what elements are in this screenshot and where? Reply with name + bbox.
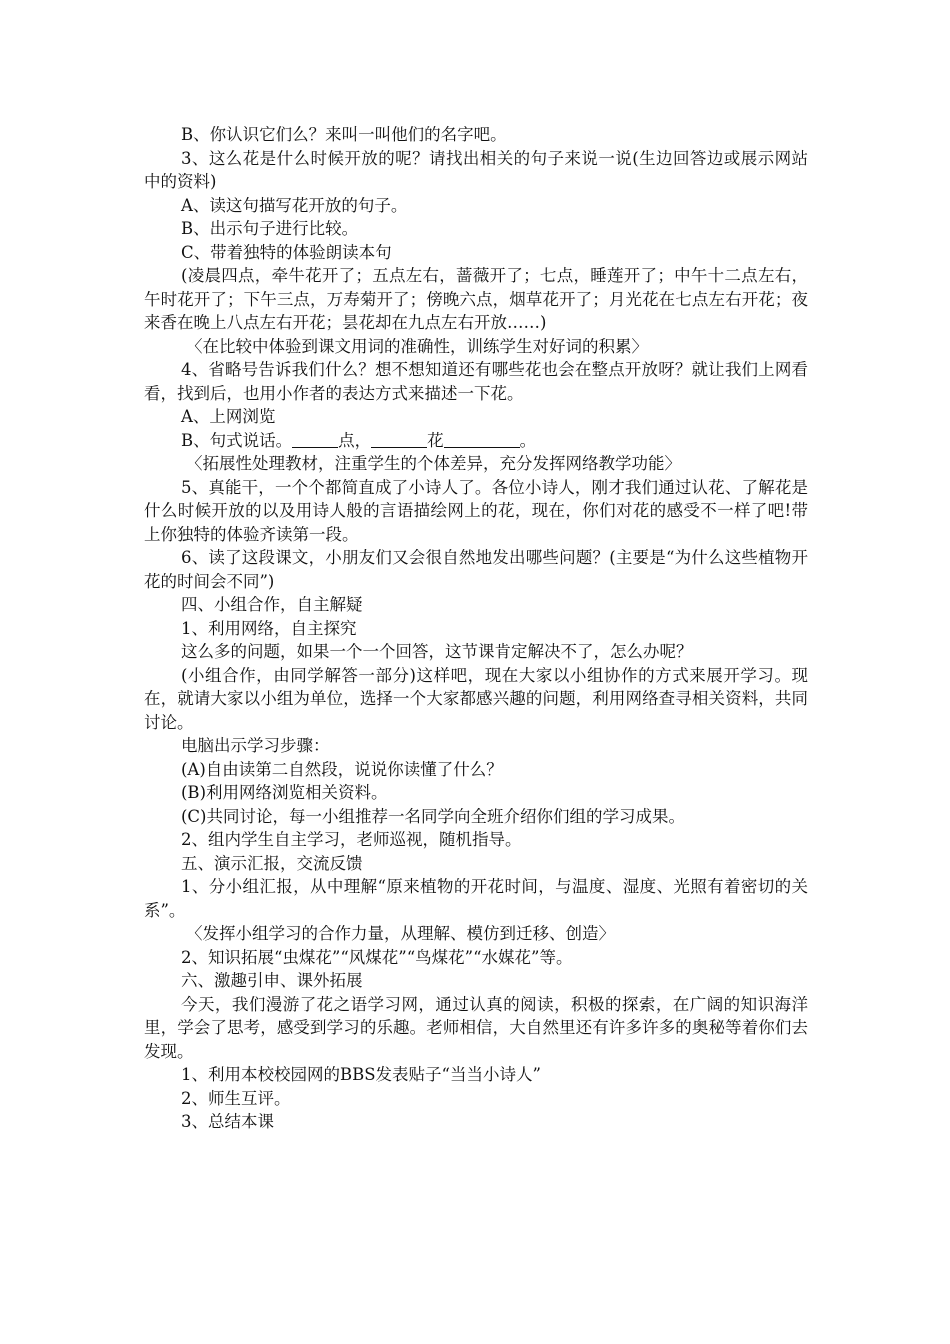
- sentence-pattern-suffix: 。: [519, 430, 537, 450]
- section-heading: 四、小组合作，自主解疑: [181, 595, 363, 614]
- paragraph: B、出示句子进行比较。: [181, 219, 359, 238]
- paragraph: (小组合作，由同学解答一部分)这样吧，现在大家以小组协作的方式来展开学习。现在，就请大家以小组为单位，选择一个大家都感兴趣的问题，利用网络查寻相关资料，共同讨论。: [144, 665, 808, 732]
- fill-blank: [371, 430, 427, 448]
- paragraph: 这么多的问题，如果一个一个回答，这节课肯定解决不了，怎么办呢？: [181, 642, 693, 661]
- paragraph: (凌晨四点，牵牛花开了；五点左右，蔷薇开了；七点，睡莲开了；中午十二点左右，午时花开了；下午三点，万寿菊开了；傍晚六点，烟草花开了；月光花在七点左右开花；夜来香在晚上八点左右开花；昙花却在九点左右开放……): [144, 266, 808, 332]
- section-heading: 五、演示汇报，交流反馈: [181, 853, 363, 873]
- paragraph: 5、真能干，一个个都简直成了小诗人了。各位小诗人，刚才我们通过认花、了解花是什么时候开放的以及用诗人般的言语描绘网上的花，现在，你们对花的感受不一样了吧!带上你独特的体验齐读第一段。: [144, 477, 808, 544]
- paragraph: C、带着独特的体验朗读本句: [181, 242, 392, 262]
- paragraph: (C)共同讨论，每一小组推荐一名同学向全班介绍你们组的学习成果。: [181, 806, 685, 826]
- paragraph: A、上网浏览: [181, 407, 276, 426]
- paragraph: 2、师生互评。: [181, 1088, 291, 1108]
- paragraph: 2、知识拓展“虫煤花”“风煤花”“鸟煤花”“水媒花”等。: [181, 947, 573, 967]
- fill-blank: [292, 430, 338, 448]
- paragraph: (B)利用网络浏览相关资料。: [181, 783, 388, 802]
- teaching-note: 〈发挥小组学习的合作力量，从理解、模仿到迁移、创造〉: [186, 924, 615, 943]
- paragraph: A、读这句描写花开放的句子。: [181, 195, 408, 215]
- sentence-pattern: [144, 429, 808, 453]
- sentence-pattern-text: 花: [427, 430, 444, 450]
- paragraph: 今天，我们漫游了花之语学习网，通过认真的阅读，积极的探索，在广阔的知识海洋里，学会了思考，感受到学习的乐趣。老师相信，大自然里还有许多许多的奥秘等着你们去发现。: [144, 994, 808, 1061]
- teaching-note: 〈在比较中体验到课文用词的准确性，训练学生对好词的积累〉: [186, 336, 648, 356]
- paragraph: 4、省略号告诉我们什么？想不想知道还有哪些花也会在整点开放呀？就让我们上网看看，找到后，也用小作者的表达方式来描述一下花。: [144, 360, 808, 403]
- paragraph: 2、组内学生自主学习，老师巡视，随机指导。: [181, 830, 522, 849]
- document-body: [144, 123, 808, 1134]
- paragraph: 3、这么花是什么时候开放的呢？请找出相关的句子来说一说(生边回答边或展示网站中的资料): [144, 148, 808, 191]
- sentence-pattern-prefix: B、句式说话。: [181, 430, 293, 450]
- fill-blank: [444, 430, 520, 448]
- section-heading: 六、激趣引申、课外拓展: [181, 971, 363, 990]
- paragraph: 电脑出示学习步骤：: [181, 736, 330, 755]
- sentence-pattern-text: 点，: [338, 430, 372, 450]
- paragraph: (A)自由读第二自然段，说说你读懂了什么？: [181, 759, 503, 779]
- paragraph: 6、读了这段课文，小朋友们又会很自然地发出哪些问题？(主要是“为什么这些植物开花的时间会不同”): [144, 548, 808, 591]
- paragraph: B、你认识它们么？来叫一叫他们的名字吧。: [181, 125, 507, 144]
- paragraph: 1、分小组汇报，从中理解“原来植物的开花时间，与温度、湿度、光照有着密切的关系”。: [144, 877, 808, 920]
- teaching-note: 〈拓展性处理教材，注重学生的个体差异，充分发挥网络教学功能〉: [186, 454, 681, 473]
- paragraph: 3、总结本课: [181, 1112, 274, 1131]
- paragraph: 1、利用网络，自主探究: [181, 618, 357, 638]
- paragraph: 1、利用本校校园网的BBS发表贴子“当当小诗人”: [181, 1065, 541, 1084]
